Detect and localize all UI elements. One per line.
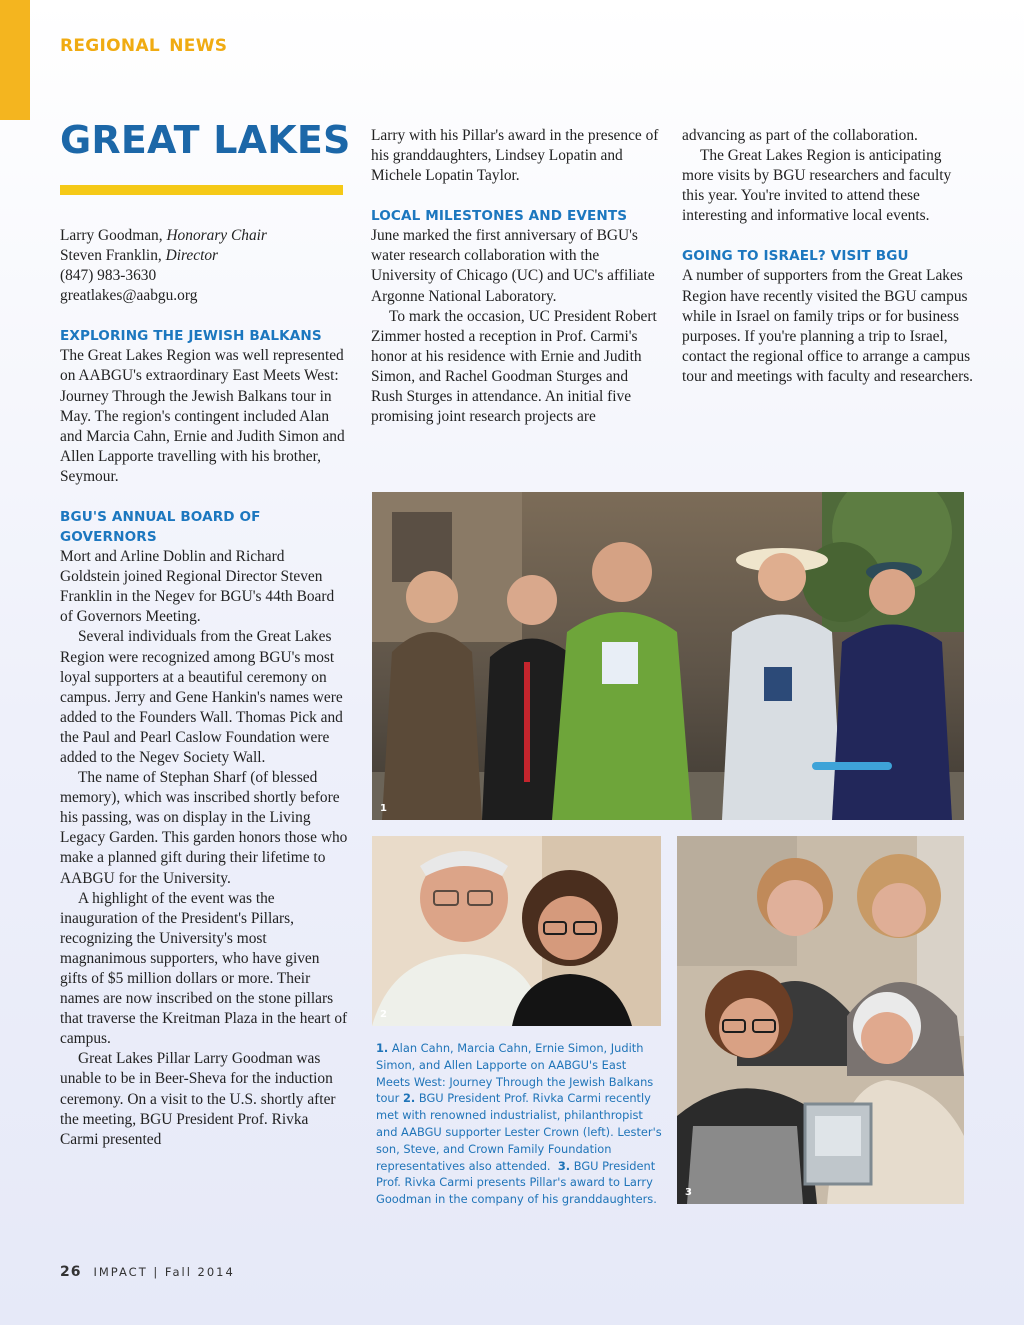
contact-phone: (847) 983-3630 — [60, 267, 157, 285]
caption-2-number: 2. — [402, 1091, 416, 1106]
caption-3-text: BGU President Prof. Rivka Carmi presents Pillar's award to Larry Goodman in the company of his granddaughters. — [376, 1158, 657, 1207]
heading-israel: GOING TO ISRAEL? VISIT BGU — [682, 248, 909, 265]
heading-balkans: EXPLORING THE JEWISH BALKANS — [60, 328, 322, 345]
board-p5a: Great Lakes Pillar Larry Goodman was unable to be in Beer-Sheva for the induction ceremony. On a visit to the U.S. shortly after the meeting, BGU President Prof. Rivka Carmi presented — [60, 1050, 336, 1148]
milestones-p2b: advancing as part of the collaboration. — [682, 127, 918, 144]
israel-p1: A number of supporters from the Great Lakes Region have recently visited the BGU campus while in Israel on family trips or for business purposes. If you're planning a trip to Israel, contact the regional office to arrange a campus tour and meetings with faculty and researchers. — [682, 267, 974, 385]
photo-group-balkans-tour — [372, 492, 964, 820]
board-p3: The name of Stephan Sharf (of blessed memory), which was inscribed shortly before his passing, was on display in the Living Legacy Garden. This garden honors those who make a planned gift during their lifetime to AABGU for the University. — [60, 769, 348, 887]
photo-pillar-award — [677, 836, 964, 1204]
board-p1: Mort and Arline Doblin and Richard Goldstein joined Regional Director Steven Franklin in the Negev for BGU's 44th Board of Governors Meeting. — [60, 548, 335, 626]
photo-carmi-crown — [372, 836, 661, 1026]
balkans-p1: The Great Lakes Region was well represented on AABGU's extraordinary East Meets West: Journey Through the Jewish Balkans tour in May. The region's contingent included Alan and Marcia Cahn, Ernie and Judith Simon and Allen Lapporte travelling with his brother, Seymour. — [60, 347, 345, 485]
contact-director: Steven Franklin, Director — [60, 247, 219, 265]
page-footer — [60, 1264, 235, 1280]
heading-board: BGU'S ANNUAL BOARD OF GOVERNORS — [60, 509, 261, 546]
photo-captions — [376, 1040, 664, 1208]
page-number: 26 — [60, 1264, 82, 1280]
section-tab-bar — [0, 0, 30, 120]
photo-number: 1 — [380, 803, 387, 814]
caption-3-number: 3. — [557, 1158, 571, 1173]
board-p2: Several individuals from the Great Lakes Region were recognized among BGU's most loyal supporters at a beautiful ceremony on campus. Jerry and Gene Hankin's names were added to the Founders Wall. Thomas Pick and the Paul and Pearl Caslow Foundation were added to the Negev Society Wall. — [60, 628, 343, 766]
board-p4: A highlight of the event was the inauguration of the President's Pillars, recognizing the University's most magnanimous supporters, who have given gifts of $5 million dollars or more. Their names are now inscribed on the stone pillars that traverse the Kreitman Plaza in the heart of campus. — [60, 889, 348, 1048]
milestones-p1: June marked the first anniversary of BGU's water research collaboration with the University of Chicago (UC) and UC's affiliate Argonne National Laboratory. — [371, 227, 655, 305]
column-3 — [682, 126, 974, 387]
contact-chair: Larry Goodman, Honorary Chair — [60, 227, 267, 244]
column-1 — [60, 226, 348, 1150]
caption-1-number: 1. — [376, 1041, 389, 1055]
milestones-p3: The Great Lakes Region is anticipating more visits by BGU researchers and faculty this year. You're invited to attend these interesting and informative local events. — [682, 147, 952, 225]
title-rule — [60, 185, 343, 195]
contact-email: greatlakes@aabgu.org — [60, 287, 198, 305]
milestones-p2a: To mark the occasion, UC President Robert Zimmer hosted a reception in Prof. Carmi's honor at his residence with Ernie and Judith Simon, and Rachel Goodman Sturges and Rush Sturges in attendance. An initial five promising joint research projects are — [371, 307, 657, 426]
heading-milestones: LOCAL MILESTONES AND EVENTS — [371, 208, 628, 225]
column-2 — [371, 126, 663, 427]
page-title: GREAT LAKES — [60, 118, 351, 162]
board-p5b: Larry with his Pillar's award in the presence of his granddaughters, Lindsey Lopatin and Michele Lopatin Taylor. — [371, 127, 659, 185]
caption-2-text: BGU President Prof. Rivka Carmi recently met with renowned industrialist, philanthropist and AABGU supporter Lester Crown (left). Lester's son, Steve, and Crown Family Foundation representatives also attended. — [376, 1091, 662, 1173]
publication-name: IMPACT | Fall 2014 — [93, 1265, 235, 1279]
section-label: REGIONAL NEWS — [60, 36, 228, 56]
caption-1-text: Alan Cahn, Marcia Cahn, Ernie Simon, Judith Simon, and Allen Lapporte on AABGU's East Meets West: Journey Through the Jewish Balkans tour — [376, 1041, 654, 1106]
photo-number: 3 — [685, 1187, 692, 1198]
photo-number: 2 — [380, 1009, 387, 1020]
